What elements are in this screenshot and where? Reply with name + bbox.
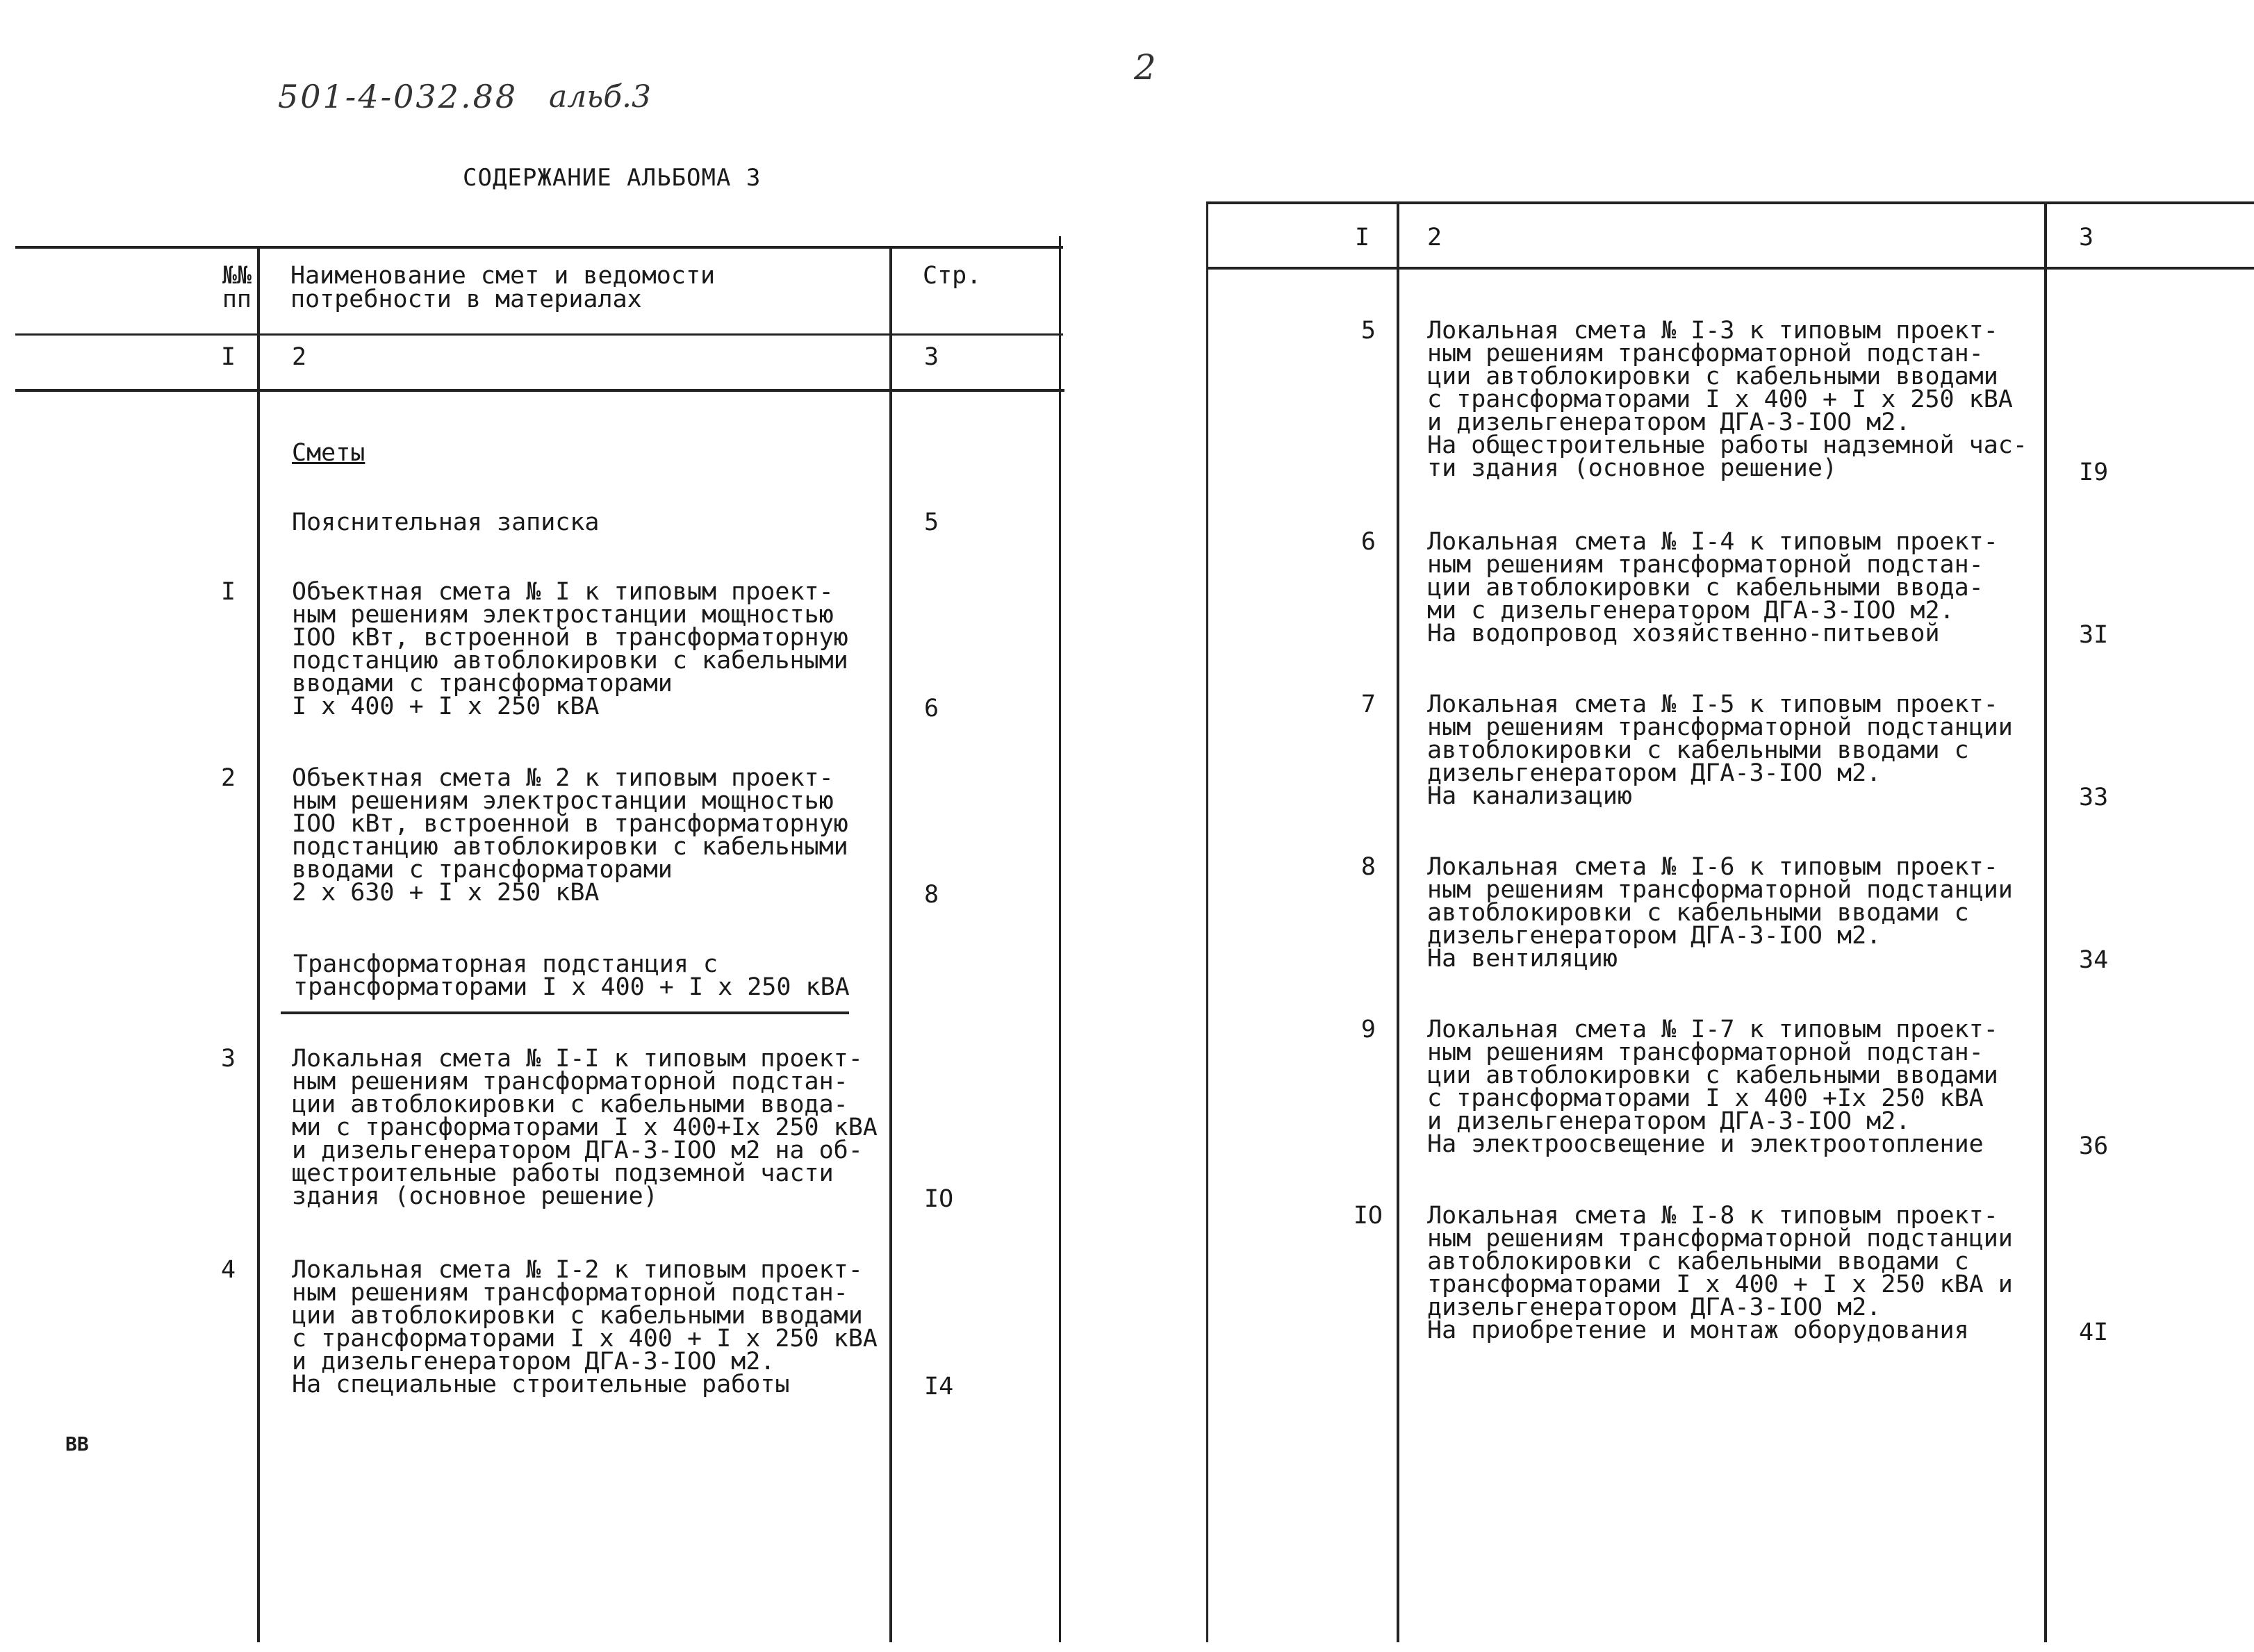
colnum-2: 2 [292,343,307,371]
colnum-3: 3 [2079,224,2094,251]
corner-mark: ВВ [65,1432,89,1455]
table-row-page: I9 [2079,459,2109,486]
section-estimates: Сметы [292,439,365,467]
table-row-number: IO [1353,1202,1383,1230]
table-row-number: 6 [1360,528,1376,556]
table-row-page: 8 [924,881,939,909]
table-row-name: Локальная смета № I-5 к типовым проект- ным решениям трансформаторной подстанции автоблокировки с кабельными вводами с дизельгенератором ДГА-3-IOO м2. На канализацию [1427,691,2013,810]
right-table-top-rule [1206,201,2254,204]
left-table-right-border [1059,236,1061,1642]
substation-heading-rule [281,1011,849,1014]
table-row-page: 5 [924,509,939,536]
header-number: №№ пп [222,262,252,313]
table-row-number: 2 [221,764,236,792]
right-table-left-border [1206,201,1208,1642]
table-row-page: 33 [2079,784,2109,811]
table-row-number: 7 [1360,691,1376,718]
header-name: Наименование смет и ведомости потребности в материалах [290,262,716,313]
left-table-top-rule [15,246,1063,249]
table-row-page: 34 [2079,946,2109,974]
table-row-page: IO [924,1185,954,1213]
table-row-name: Локальная смета № I-I к типовым проект- ным решениям трансформаторной подстан- ции автоблокировки с кабельными вводa- ми с трансформаторами I x 400+Ix 250 кВА и дизельгенератором ДГА-3-IOO м2 на об- щестроительные работы подземной части здания (основное решение) [292,1045,878,1210]
table-row-number: 8 [1360,853,1376,881]
colnum-3: 3 [924,343,939,371]
table-row-page: 36 [2079,1132,2109,1160]
table-row-page: 6 [924,695,939,722]
colnum-1: I [1355,224,1370,251]
table-row-number: 5 [1360,317,1376,345]
left-table-divider-1 [257,246,260,1642]
table-row-name: Локальная смета № I-2 к типовым проект- ным решениям трансформаторной подстан- ции автоблокировки с кабельными вводами с трансформаторами I x 400 + I x 250 кВА и дизельгенератором ДГА-3-IOO м2. На специальные строительные работы [292,1256,878,1398]
table-row-name: Локальная смета № I-6 к типовым проект- ным решениям трансформаторной подстанции автоблокировки с кабельными вводами с дизельгенератором ДГА-3-IOO м2. На вентиляцию [1427,853,2013,973]
header-page: Стр. [923,262,982,290]
table-row-name: Локальная смета № I-8 к типовым проект- ным решениям трансформаторной подстанции автоблокировки с кабельными вводами с трансформаторами I x 400 + I x 250 кВА и дизельгенератором ДГА-3-IOO м2. На приобретение и монтаж оборудования [1427,1202,2013,1344]
table-row-name: Пояснительная записка [292,509,600,536]
document-code: 501-4-032.88 [278,78,518,115]
album-note: альб.3 [549,79,652,115]
left-table-divider-2 [889,246,892,1642]
page-title: СОДЕРЖАНИЕ АЛЬБОМА 3 [463,164,762,192]
section-transformer-substation: Трансформаторная подстанция с трансформаторами I x 400 + I x 250 кВА [293,950,850,1001]
table-row-name: Объектная смета № 2 к типовым проект- ным решениям электростанции мощностью IOO кВт, встроенной в трансформаторную подстанцию автоблокировки с кабельными вводами с трансформаторами 2 x 630 + I x 250 кВА [292,764,848,907]
colnum-1: I [221,343,236,371]
right-table-colnum-rule [1206,267,2254,270]
left-table-header-rule [15,333,1063,336]
right-table-divider-1 [1397,201,1399,1642]
table-row-name: Объектная смета № I к типовым проект- ным решениям электростанции мощностью IOO кВт, встроенной в трансформаторную подстанцию автоблокировки с кабельными вводами с трансформаторами I x 400 + I x 250 кВА [292,578,848,720]
left-table-colnum-rule [15,389,1064,392]
table-row-number: 3 [221,1045,236,1073]
table-row-name: Локальная смета № I-7 к типовым проект- ным решениям трансформаторной подстан- ции автоблокировки с кабельными вводами с трансформаторами I x 400 +Ix 250 кВА и дизельгенератором ДГА-3-IOO м2. На электроосвещение и электроотопление [1427,1016,1998,1158]
table-row-name: Локальная смета № I-4 к типовым проект- ным решениям трансформаторной подстан- ции автоблокировки с кабельными ввода- ми с дизельгенератором ДГА-3-IOO м2. На водопровод хозяйственно-питьевой [1427,528,1998,647]
table-row-number: I [221,578,236,606]
colnum-2: 2 [1427,224,1442,251]
table-row-number: 9 [1360,1016,1376,1043]
table-row-page: 3I [2079,621,2109,649]
table-row-name: Локальная смета № I-3 к типовым проект- ным решениям трансформаторной подстан- ции автоблокировки с кабельными вводами с трансформаторами I x 400 + I x 250 кВА и дизельгенератором ДГА-3-IOO м2. На общестроительные работы надземной час- ти здания (основное решение) [1427,317,2027,482]
table-row-page: 4I [2079,1319,2109,1346]
page-number: 2 [1134,47,1156,88]
right-table-divider-2 [2044,201,2047,1642]
table-row-number: 4 [221,1256,236,1284]
table-row-page: I4 [924,1373,954,1401]
